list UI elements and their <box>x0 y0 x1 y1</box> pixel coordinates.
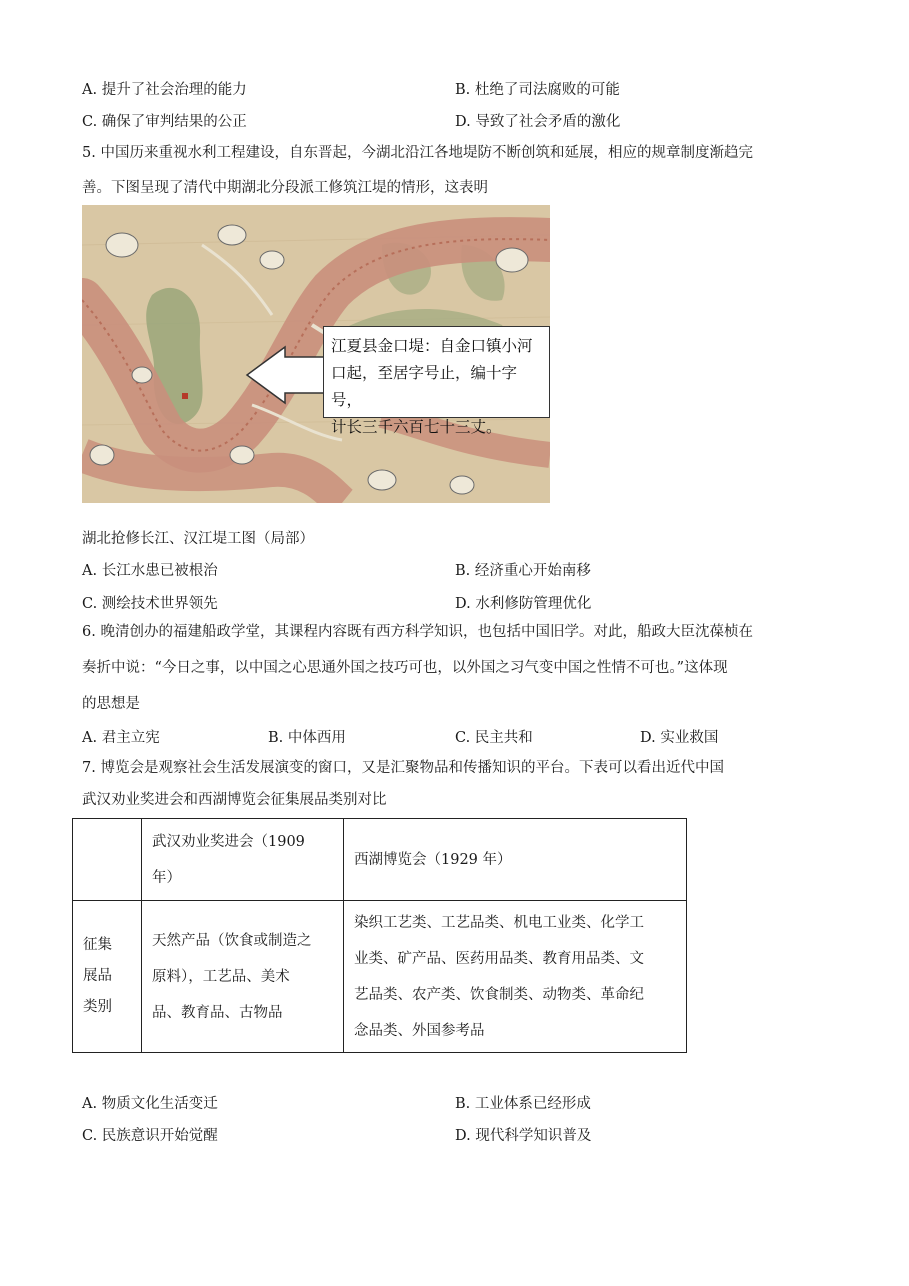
callout-line1: 江夏县金口堤：自金口镇小河 <box>331 337 533 355</box>
row-label-line1: 征集 <box>83 937 112 953</box>
exhibit-comparison-table <box>72 818 687 1053</box>
table-corner-cell <box>73 819 142 901</box>
q7-option-c: C. 民族意识开始觉醒 <box>82 1128 218 1144</box>
header-xihu: 西湖博览会（1929 年） <box>344 819 687 901</box>
row-label-line2: 展品 <box>83 968 112 984</box>
q7-option-d: D. 现代科学知识普及 <box>455 1128 592 1144</box>
q5-option-b: B. 经济重心开始南移 <box>455 563 591 579</box>
q6-option-d: D. 实业救国 <box>640 730 719 746</box>
q4-option-c: C. 确保了审判结果的公正 <box>82 114 247 130</box>
q6-stem-line3: 的思想是 <box>82 696 140 712</box>
q7-stem-line2: 武汉劝业奖进会和西湖博览会征集展品类别对比 <box>82 792 387 808</box>
callout-line2: 口起，至居字号止，编十字号， <box>331 364 518 409</box>
callout-line3: 计长三千六百七十三丈。 <box>331 418 502 436</box>
callout-arrow <box>245 345 325 405</box>
q4-option-d: D. 导致了社会矛盾的激化 <box>455 114 621 130</box>
q6-stem-line2: 奏折中说：“今日之事，以中国之心思通外国之技巧可也，以外国之习气变中国之性情不可也。”这体现 <box>82 660 728 676</box>
map-caption: 湖北抢修长江、汉江堤工图（局部） <box>82 531 314 547</box>
table-row <box>73 901 687 1053</box>
q4-option-b: B. 杜绝了司法腐败的可能 <box>455 82 620 98</box>
table-header-row <box>73 819 687 901</box>
cell-xihu-categories <box>344 901 687 1053</box>
header-wuhan-line2: 年） <box>152 869 181 886</box>
cell-xihu-line4: 念品类、外国参考品 <box>354 1022 485 1039</box>
cell-xihu-line1: 染织工艺类、工艺品类、机电工业类、化学工 <box>354 914 644 931</box>
q6-option-b: B. 中体西用 <box>268 730 346 746</box>
cell-wuhan-line3: 品、教育品、古物品 <box>152 1004 283 1021</box>
q5-option-c: C. 测绘技术世界领先 <box>82 596 218 612</box>
cell-wuhan-categories <box>142 901 344 1053</box>
cell-wuhan-line1: 天然产品（饮食或制造之 <box>152 932 312 949</box>
row-label-line3: 类别 <box>83 999 112 1015</box>
cell-xihu-line2: 业类、矿产品、医药用品类、教育用品类、文 <box>354 950 644 967</box>
q4-option-a: A. 提升了社会治理的能力 <box>82 82 247 98</box>
q5-stem-line1: 5. 中国历来重视水利工程建设，自东晋起，今湖北沿江各地堤防不断创筑和延展，相应的规章制度渐趋完 <box>82 145 753 161</box>
q6-option-a: A. 君主立宪 <box>82 730 160 746</box>
q7-option-b: B. 工业体系已经形成 <box>455 1096 591 1112</box>
q5-stem-line2: 善。下图呈现了清代中期湖北分段派工修筑江堤的情形，这表明 <box>82 180 488 196</box>
header-wuhan-line1: 武汉劝业奖进会（1909 <box>152 833 305 850</box>
q7-option-a: A. 物质文化生活变迁 <box>82 1096 218 1112</box>
header-wuhan <box>142 819 344 901</box>
cell-wuhan-line2: 原料），工艺品、美术 <box>152 968 290 985</box>
cell-xihu-line3: 艺品类、农产类、饮食制类、动物类、革命纪 <box>354 986 644 1003</box>
q6-stem-line1: 6. 晚清创办的福建船政学堂，其课程内容既有西方科学知识，也包括中国旧学。对此，船政大臣沈葆桢在 <box>82 624 753 640</box>
map-callout <box>323 326 550 436</box>
q5-option-a: A. 长江水患已被根治 <box>82 563 218 579</box>
q6-option-c: C. 民主共和 <box>455 730 533 746</box>
q7-stem-line1: 7. 博览会是观察社会生活发展演变的窗口，又是汇聚物品和传播知识的平台。下表可以看出近代中国 <box>82 760 724 776</box>
q5-option-d: D. 水利修防管理优化 <box>455 596 592 612</box>
row-label-cell <box>73 901 142 1053</box>
